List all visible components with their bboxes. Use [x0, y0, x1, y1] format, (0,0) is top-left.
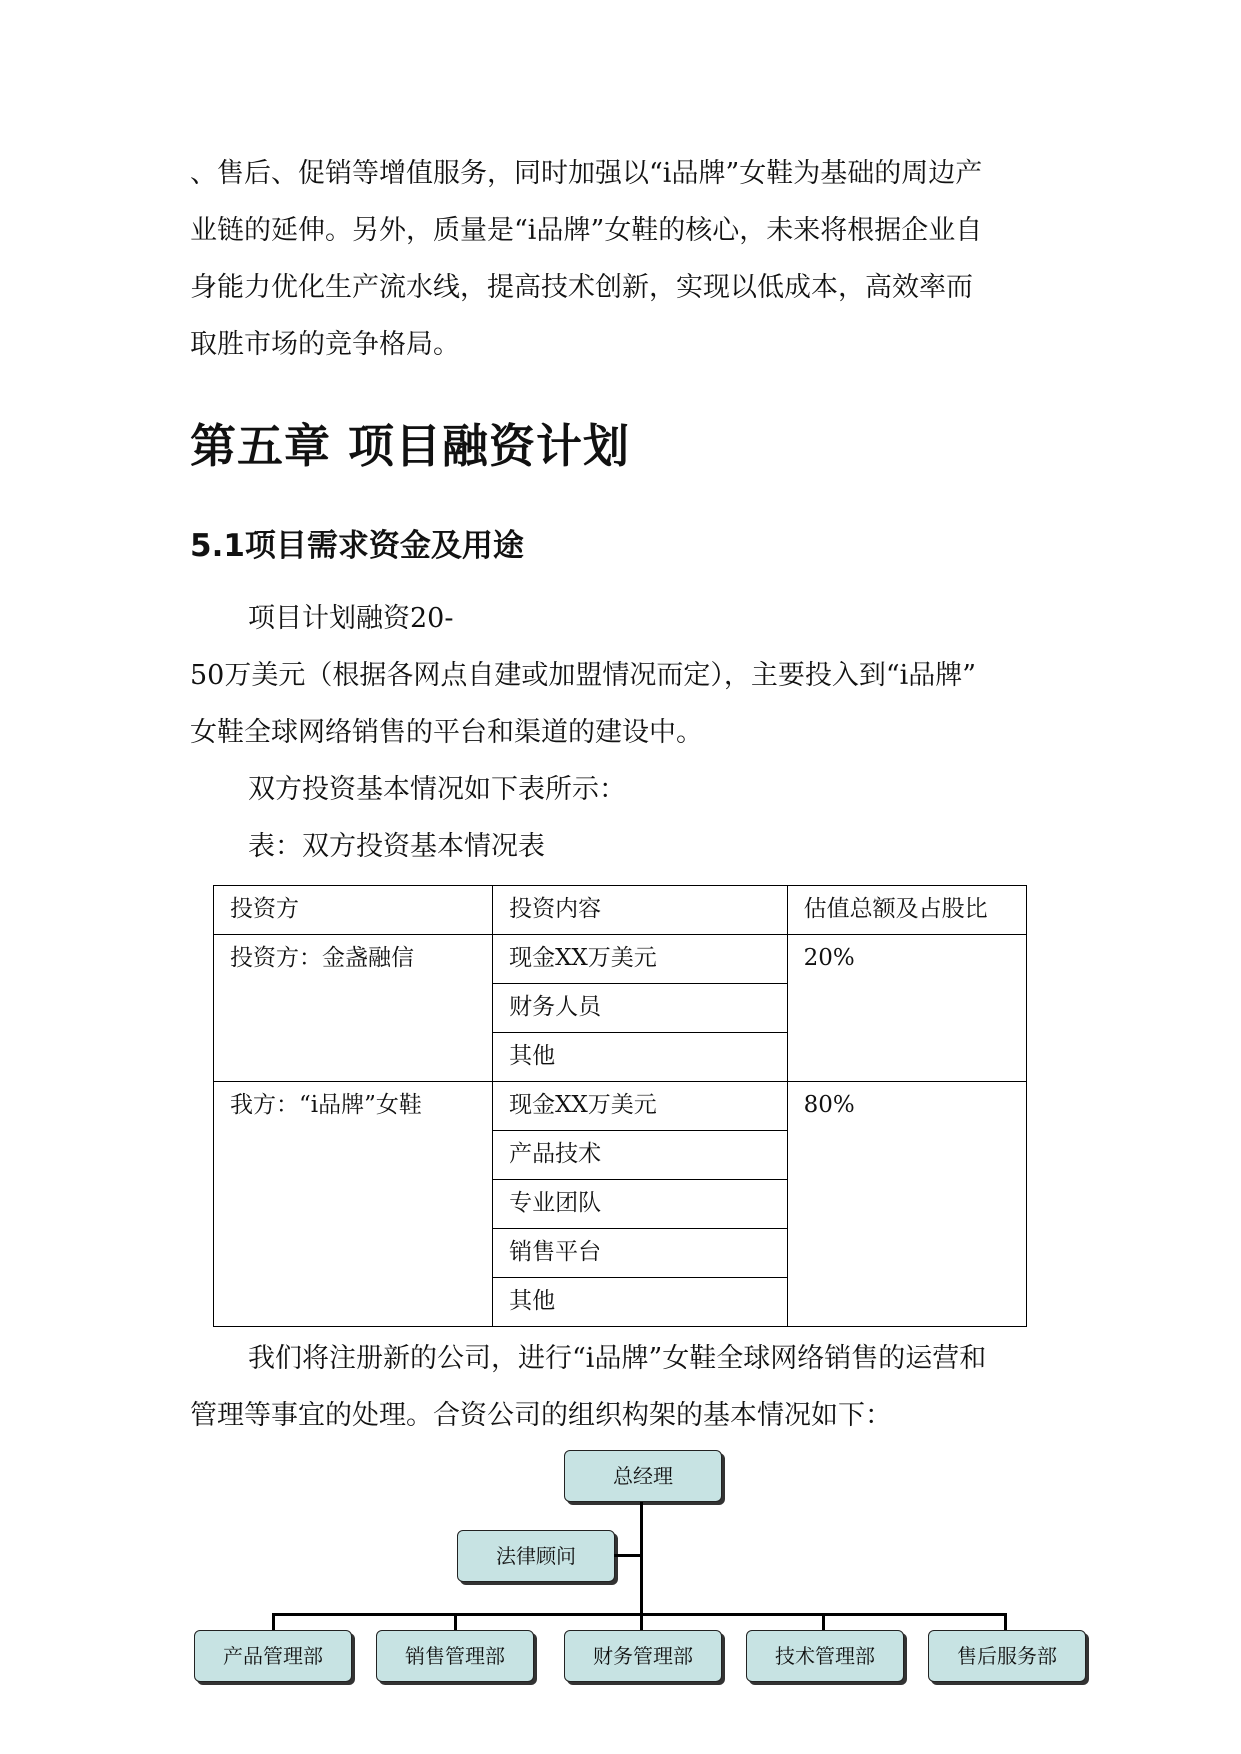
org-advisor-connector	[614, 1554, 641, 1557]
content-cell: 销售平台	[493, 1229, 788, 1278]
content-cell: 现金XX万美元	[493, 1082, 788, 1131]
investor-cell: 我方：“i品牌”女鞋	[214, 1082, 493, 1327]
intro-line: 取胜市场的竞争格局。	[190, 329, 460, 360]
content-cell: 其他	[493, 1033, 788, 1082]
intro-line: 身能力优化生产流水线，提高技术创新，实现以低成本，高效率而	[190, 272, 973, 303]
org-dept-box: 技术管理部	[746, 1630, 904, 1682]
header-content: 投资内容	[493, 886, 788, 935]
org-intro-line: 管理等事宜的处理。合资公司的组织构架的基本情况如下：	[190, 1400, 892, 1431]
intro-line: 业链的延伸。另外，质量是“i品牌”女鞋的核心，未来将根据企业自	[190, 215, 983, 246]
header-investor: 投资方	[214, 886, 493, 935]
content-cell: 产品技术	[493, 1131, 788, 1180]
table-intro: 双方投资基本情况如下表所示：	[248, 774, 626, 805]
share-cell: 20%	[787, 935, 1026, 1082]
org-advisor-box: 法律顾问	[457, 1530, 615, 1582]
financing-line: 女鞋全球网络销售的平台和渠道的建设中。	[190, 717, 703, 748]
investment-table	[213, 885, 1027, 1327]
org-root-box: 总经理	[564, 1450, 722, 1502]
content-cell: 其他	[493, 1278, 788, 1327]
financing-paragraph	[190, 590, 1060, 875]
share-cell: 80%	[787, 1082, 1026, 1327]
header-share: 估值总额及占股比	[787, 886, 1026, 935]
intro-paragraph	[190, 145, 1060, 373]
org-intro-paragraph	[190, 1330, 1060, 1444]
intro-line: 、售后、促销等增值服务，同时加强以“i品牌”女鞋为基础的周边产	[190, 158, 983, 189]
org-dept-box: 售后服务部	[928, 1630, 1086, 1682]
financing-line: 50万美元（根据各网点自建或加盟情况而定），主要投入到“i品牌”	[190, 660, 977, 691]
org-chart	[190, 1450, 1090, 1680]
financing-line: 项目计划融资20-	[248, 603, 454, 634]
content-cell: 专业团队	[493, 1180, 788, 1229]
table-row	[214, 1082, 1027, 1131]
table-row	[214, 935, 1027, 984]
section-title: 5.1项目需求资金及用途	[190, 528, 524, 564]
content-cell: 财务人员	[493, 984, 788, 1033]
content-cell: 现金XX万美元	[493, 935, 788, 984]
chapter-title: 第五章 项目融资计划	[190, 419, 631, 473]
investor-cell: 投资方：金盏融信	[214, 935, 493, 1082]
org-dept-box: 销售管理部	[376, 1630, 534, 1682]
table-caption: 表：双方投资基本情况表	[248, 831, 545, 862]
org-dept-box: 产品管理部	[194, 1630, 352, 1682]
org-dept-box: 财务管理部	[564, 1630, 722, 1682]
table-header-row	[214, 886, 1027, 935]
org-intro-line: 我们将注册新的公司，进行“i品牌”女鞋全球网络销售的运营和	[248, 1343, 987, 1374]
